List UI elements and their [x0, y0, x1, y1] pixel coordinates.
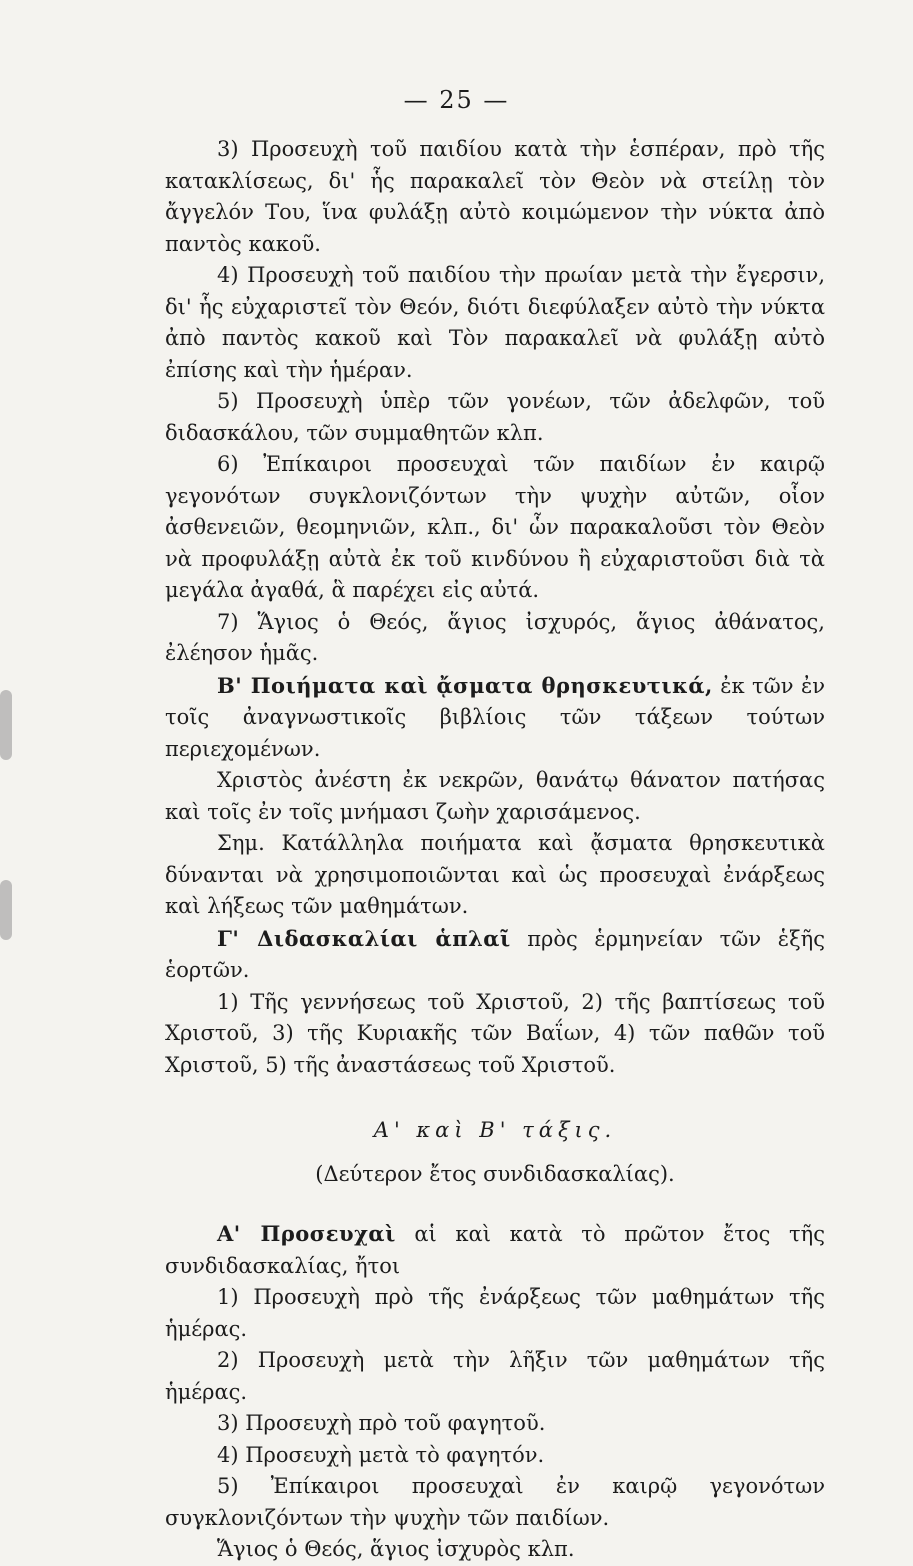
section-heading: Γ' Διδασκαλίαι ἁπλαῖ [217, 925, 511, 951]
year-subheading: (Δεύτερον ἔτος συνδιδασκαλίας). [315, 1161, 675, 1186]
page-number: — 25 — [403, 86, 510, 114]
paragraph: 5) Προσευχὴ ὑπὲρ τῶν γονέων, τῶν ἀδελφῶν, τοῦ διδασκάλου, τῶν συμμαθητῶν κλπ. [165, 389, 825, 445]
section-heading-text: αἱ καὶ κατὰ τὸ πρῶτον ἔτος τῆς συνδιδασκαλίας, ἤτοι [165, 1222, 825, 1278]
scan-edge-mark [0, 880, 12, 940]
section-heading-paragraph [165, 1218, 825, 1282]
paragraph: 5) Ἐπίκαιροι προσευχαὶ ἐν καιρῷ γεγονότων συγκλονιζόντων τὴν ψυχὴν τῶν παιδίων. [165, 1474, 825, 1530]
page-body [165, 134, 825, 1566]
paragraph: 4) Προσευχὴ τοῦ παιδίου τὴν πρωίαν μετὰ τὴν ἔγερσιν, δι' ἧς εὐχαριστεῖ τὸν Θεόν, διότι διεφύλαξεν αὐτὸ τὴν νύκτα ἀπὸ παντὸς κακοῦ καὶ Τὸν παρακαλεῖ νὰ φυλάξῃ αὐτὸ ἐπίσης καὶ τὴν ἡμέραν. [165, 263, 825, 382]
paragraph: 4) Προσευχὴ μετὰ τὸ φαγητόν. [217, 1442, 545, 1467]
paragraph: 3) Προσευχὴ πρὸ τοῦ φαγητοῦ. [217, 1411, 546, 1435]
section-heading-text: ἐκ τῶν ἐν τοῖς ἀναγνωστικοῖς βιβλίοις τῶν τάξεων τούτων περιεχομένων. [165, 673, 825, 761]
paragraph: 6) Ἐπίκαιροι προσευχαὶ τῶν παιδίων ἐν καιρῷ γεγονότων συγκλονιζόντων τὴν ψυχὴν αὐτῶν, οἷον ἀσθενειῶν, θεομηνιῶν, κλπ., δι' ὧν παρακαλοῦσι τὸν Θεὸν νὰ προφυλάξῃ αὐτὰ ἐκ τοῦ κινδύνου ἢ εὐχαριστοῦσι διὰ τὰ μεγάλα ἀγαθά, ἃ παρέχει εἰς αὐτά. [165, 452, 825, 602]
scan-edge-mark [0, 690, 12, 760]
section-heading-paragraph [165, 923, 825, 987]
paragraph: 3) Προσευχὴ τοῦ παιδίου κατὰ τὴν ἑσπέραν, πρὸ τῆς κατακλίσεως, δι' ἧς παρακαλεῖ τὸν Θεὸν νὰ στείλῃ τὸν ἄγγελόν Του, ἵνα φυλάξῃ αὐτὸ κοιμώμενον τὴν νύκτα ἀπὸ παντὸς κακοῦ. [165, 137, 825, 256]
section-heading-paragraph [165, 670, 825, 766]
paragraph: 7) Ἅγιος ὁ Θεός, ἅγιος ἰσχυρός, ἅγιος ἀθάνατος, ἐλέησον ἡμᾶς. [165, 609, 825, 665]
section-heading: Β' Ποιήματα καὶ ᾄσματα θρησκευτικά, [217, 672, 713, 698]
paragraph: 1) Προσευχὴ πρὸ τῆς ἐνάρξεως τῶν μαθημάτων τῆς ἡμέρας. [165, 1285, 825, 1341]
paragraph: Χριστὸς ἀνέστη ἐκ νεκρῶν, θανάτῳ θάνατον πατήσας καὶ τοῖς ἐν τοῖς μνήμασι ζωὴν χαρισάμενος. [165, 768, 825, 824]
note-paragraph: Σημ. Κατάλληλα ποιήματα καὶ ᾄσματα θρησκευτικὰ δύνανται νὰ χρησιμοποιῶνται καὶ ὡς προσευχαὶ ἐνάρξεως καὶ λήξεως τῶν μαθημάτων. [165, 831, 825, 918]
section-heading: Α' Προσευχαὶ [217, 1221, 396, 1246]
paragraph: Ἅγιος ὁ Θεός, ἅγιος ἰσχυρὸς κλπ. [217, 1537, 575, 1561]
paragraph: 1) Τῆς γεννήσεως τοῦ Χριστοῦ, 2) τῆς βαπτίσεως τοῦ Χριστοῦ, 3) τῆς Κυριακῆς τῶν Βαΐων, 4) τῶν παθῶν τοῦ Χριστοῦ, 5) τῆς ἀναστάσεως τοῦ Χριστοῦ. [165, 989, 825, 1077]
paragraph: 2) Προσευχὴ μετὰ τὴν λῆξιν τῶν μαθημάτων τῆς ἡμέρας. [165, 1348, 825, 1404]
classes-heading: Α' καὶ Β' τάξις. [373, 1118, 617, 1142]
section-heading-text: πρὸς ἑρμηνείαν τῶν ἑξῆς ἑορτῶν. [165, 926, 825, 982]
